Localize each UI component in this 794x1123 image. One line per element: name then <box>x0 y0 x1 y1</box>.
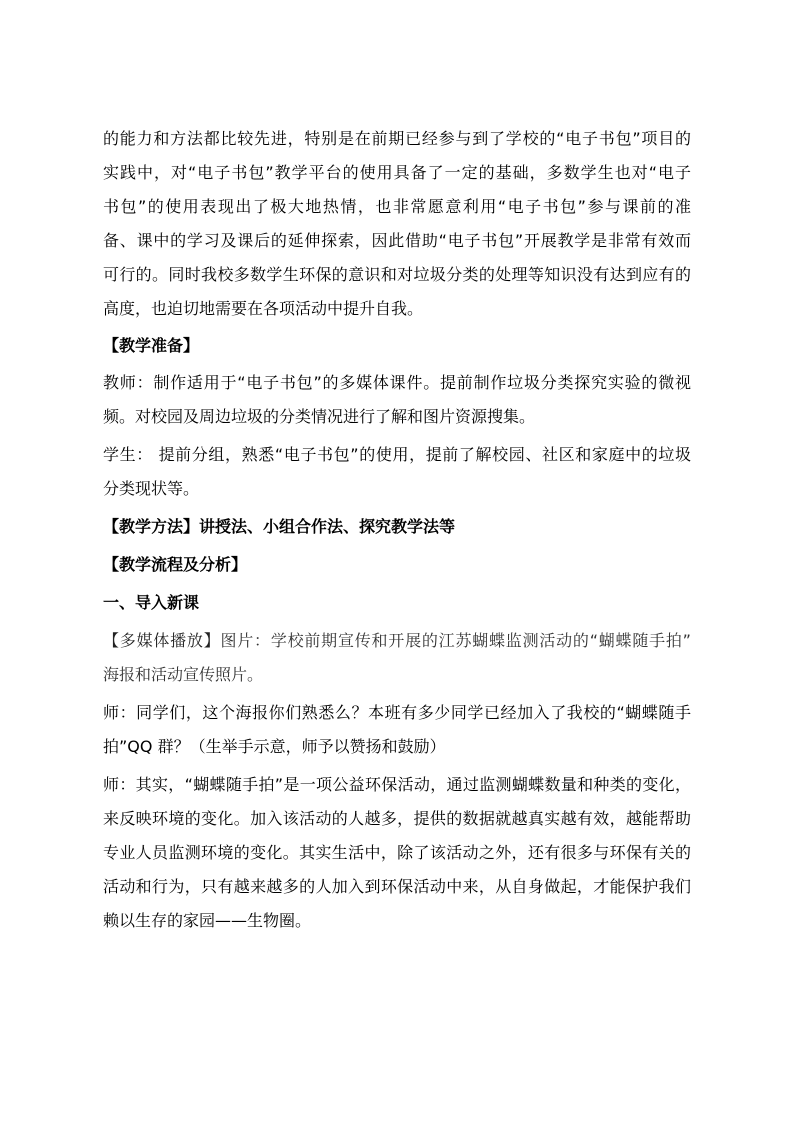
multimedia-paragraph <box>103 629 691 687</box>
paragraph-line: 书包”的使用表现出了极大地热情，也非常愿意利用“电子书包”参与课前的准 <box>103 197 691 216</box>
paragraph-line: 拍”QQ 群？（生举手示意，师予以赞扬和鼓励） <box>103 737 446 756</box>
paragraph-line: 师：其实，“蝴蝶随手拍”是一项公益环保活动，通过监测蝴蝶数量和种类的变化， <box>103 775 691 794</box>
paragraph-line: 高度，也迫切地需要在各项活动中提升自我。 <box>103 299 424 318</box>
student-prep-paragraph <box>103 443 691 501</box>
paragraph-line: 可行的。同时我校多数学生环保的意识和对垃圾分类的处理等知识没有达到应有的 <box>103 265 691 284</box>
paragraph-line: 学生： 提前分组，熟悉“电子书包”的使用，提前了解校园、社区和家庭中的垃圾 <box>103 445 691 464</box>
teacher-explain-paragraph <box>103 773 691 933</box>
paragraph-line: 专业人员监测环境的变化。其实生活中，除了该活动之外，还有很多与环保有关的 <box>103 843 691 862</box>
paragraph-line: 的能力和方法都比较先进，特别是在前期已经参与到了学校的“电子书包”项目的 <box>103 129 691 148</box>
paragraph-line: 实践中，对“电子书包”教学平台的使用具备了一定的基础，多数学生也对“电子 <box>103 163 691 182</box>
teacher-prep-paragraph <box>103 371 691 429</box>
paragraph-line: 分类现状等。 <box>103 479 200 498</box>
multimedia-tag: 【多媒体播放】 <box>103 631 221 650</box>
paragraph-line: 来反映环境的变化。加入该活动的人越多，提供的数据就越真实越有效，越能帮助 <box>103 809 691 828</box>
paragraph-line: 教师：制作适用于“电子书包”的多媒体课件。提前制作垃圾分类探究实验的微视 <box>103 373 691 392</box>
section-heading-prep: 【教学准备】 <box>103 336 200 355</box>
intro-paragraph <box>103 127 691 321</box>
paragraph-line: 备、课中的学习及课后的延伸探索，因此借助“电子书包”开展教学是非常有效而 <box>103 231 691 250</box>
section-heading-process: 【教学流程及分析】 <box>103 555 248 574</box>
paragraph-line <box>103 629 691 653</box>
paragraph-line: 赖以生存的家园——生物圈。 <box>103 911 312 930</box>
section-heading-method: 【教学方法】讲授法、小组合作法、探究教学法等 <box>103 517 456 536</box>
multimedia-text: 图片：学校前期宣传和开展的江苏蝴蝶监测活动的“蝴蝶随手拍” <box>220 631 691 650</box>
paragraph-line: 师：同学们，这个海报你们熟悉么？本班有多少同学已经加入了我校的“蝴蝶随手 <box>103 703 691 722</box>
paragraph-line: 海报和活动宣传照片。 <box>103 665 264 684</box>
paragraph-line: 活动和行为，只有越来越多的人加入到环保活动中来，从自身做起，才能保护我们 <box>103 877 691 896</box>
section-heading-intro: 一、导入新课 <box>103 593 200 612</box>
teacher-question-paragraph <box>103 701 691 759</box>
paragraph-line: 频。对校园及周边垃圾的分类情况进行了解和图片资源搜集。 <box>103 407 536 426</box>
document-page <box>103 127 691 933</box>
